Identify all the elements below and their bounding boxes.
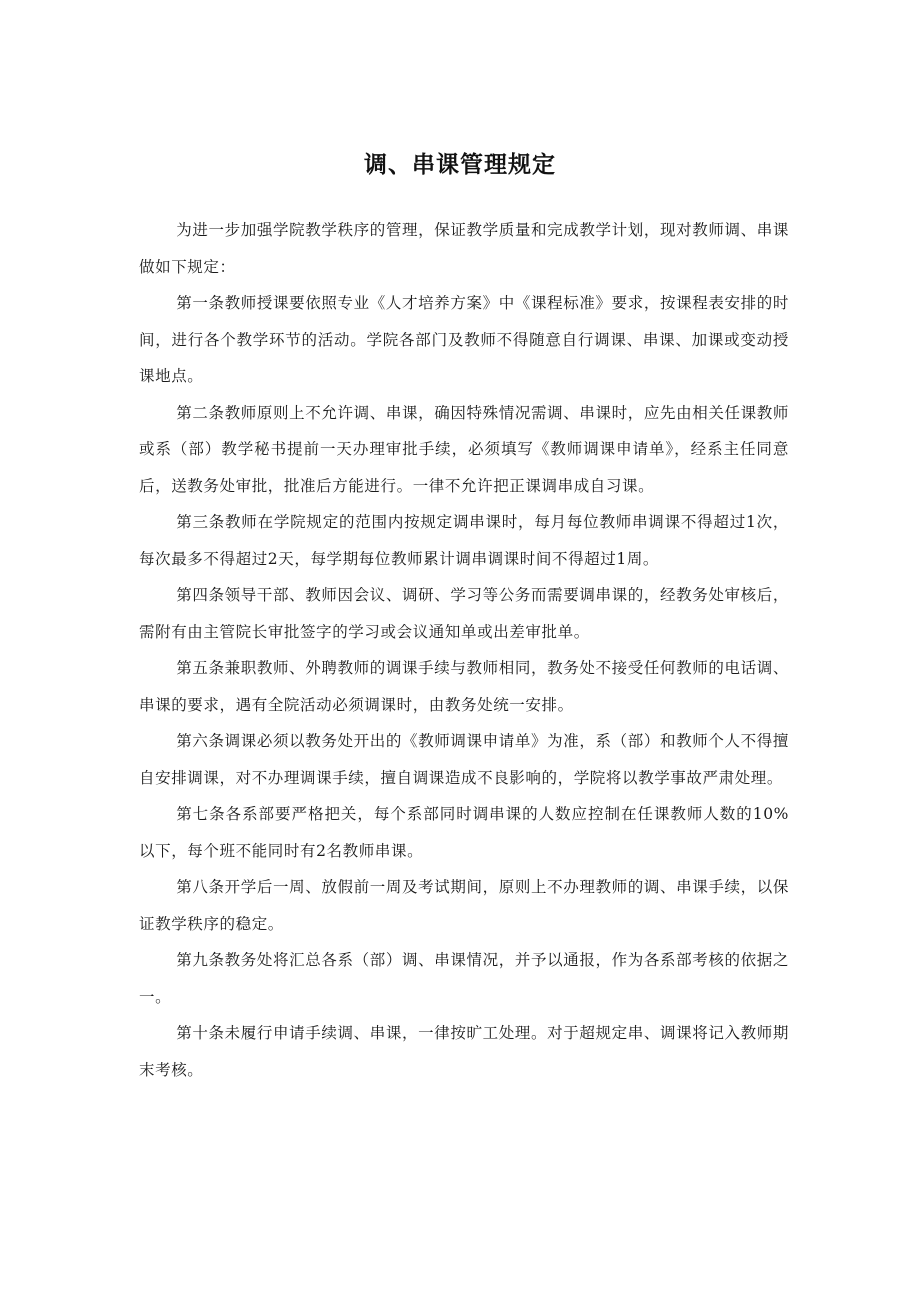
document-title: 调、串课管理规定 [364,152,556,178]
intro-paragraph: 为进一步加强学院教学秩序的管理，保证教学质量和完成教学计划，现对教师调、串课做如下规定： [139,221,789,276]
article-6-paragraph: 第六条调课必须以教务处开出的《教师调课申请单》为准，系（部）和教师个人不得擅自安排调课，对不办理调课手续，擅自调课造成不良影响的，学院将以教学事故严肃处理。 [139,732,789,787]
article-5-paragraph: 第五条兼职教师、外聘教师的调课手续与教师相同，教务处不接受任何教师的电话调、串课的要求，遇有全院活动必须调课时，由教务处统一安排。 [139,659,789,714]
article-10-paragraph: 第十条未履行申请手续调、串课，一律按旷工处理。对于超规定串、调课将记入教师期末考核。 [139,1024,789,1079]
article-1-paragraph: 第一条教师授课要依照专业《人才培养方案》中《课程标准》要求，按课程表安排的时间，进行各个教学环节的活动。学院各部门及教师不得随意自行调课、串课、加课或变动授课地点。 [139,294,789,385]
article-3-paragraph: 第三条教师在学院规定的范围内按规定调串课时，每月每位教师串调课不得超过1次，每次最多不得超过2天，每学期每位教师累计调串调课时间不得超过1周。 [139,513,789,568]
article-7-paragraph: 第七条各系部要严格把关，每个系部同时调串课的人数应控制在任课教师人数的10%以下，每个班不能同时有2名教师串课。 [139,805,789,860]
article-2-paragraph: 第二条教师原则上不允许调、串课，确因特殊情况需调、串课时，应先由相关任课教师或系（部）教学秘书提前一天办理审批手续，必须填写《教师调课申请单》，经系主任同意后，送教务处审批，批准后方能进行。一律不允许把正课调串成自习课。 [139,403,789,495]
article-4-paragraph: 第四条领导干部、教师因会议、调研、学习等公务而需要调串课的，经教务处审核后，需附有由主管院长审批签字的学习或会议通知单或出差审批单。 [139,586,789,641]
document-body [139,212,789,1088]
article-8-paragraph: 第八条开学后一周、放假前一周及考试期间，原则上不办理教师的调、串课手续，以保证教学秩序的稳定。 [139,878,789,933]
article-9-paragraph: 第九条教务处将汇总各系（部）调、串课情况，并予以通报，作为各系部考核的依据之一。 [139,951,789,1006]
